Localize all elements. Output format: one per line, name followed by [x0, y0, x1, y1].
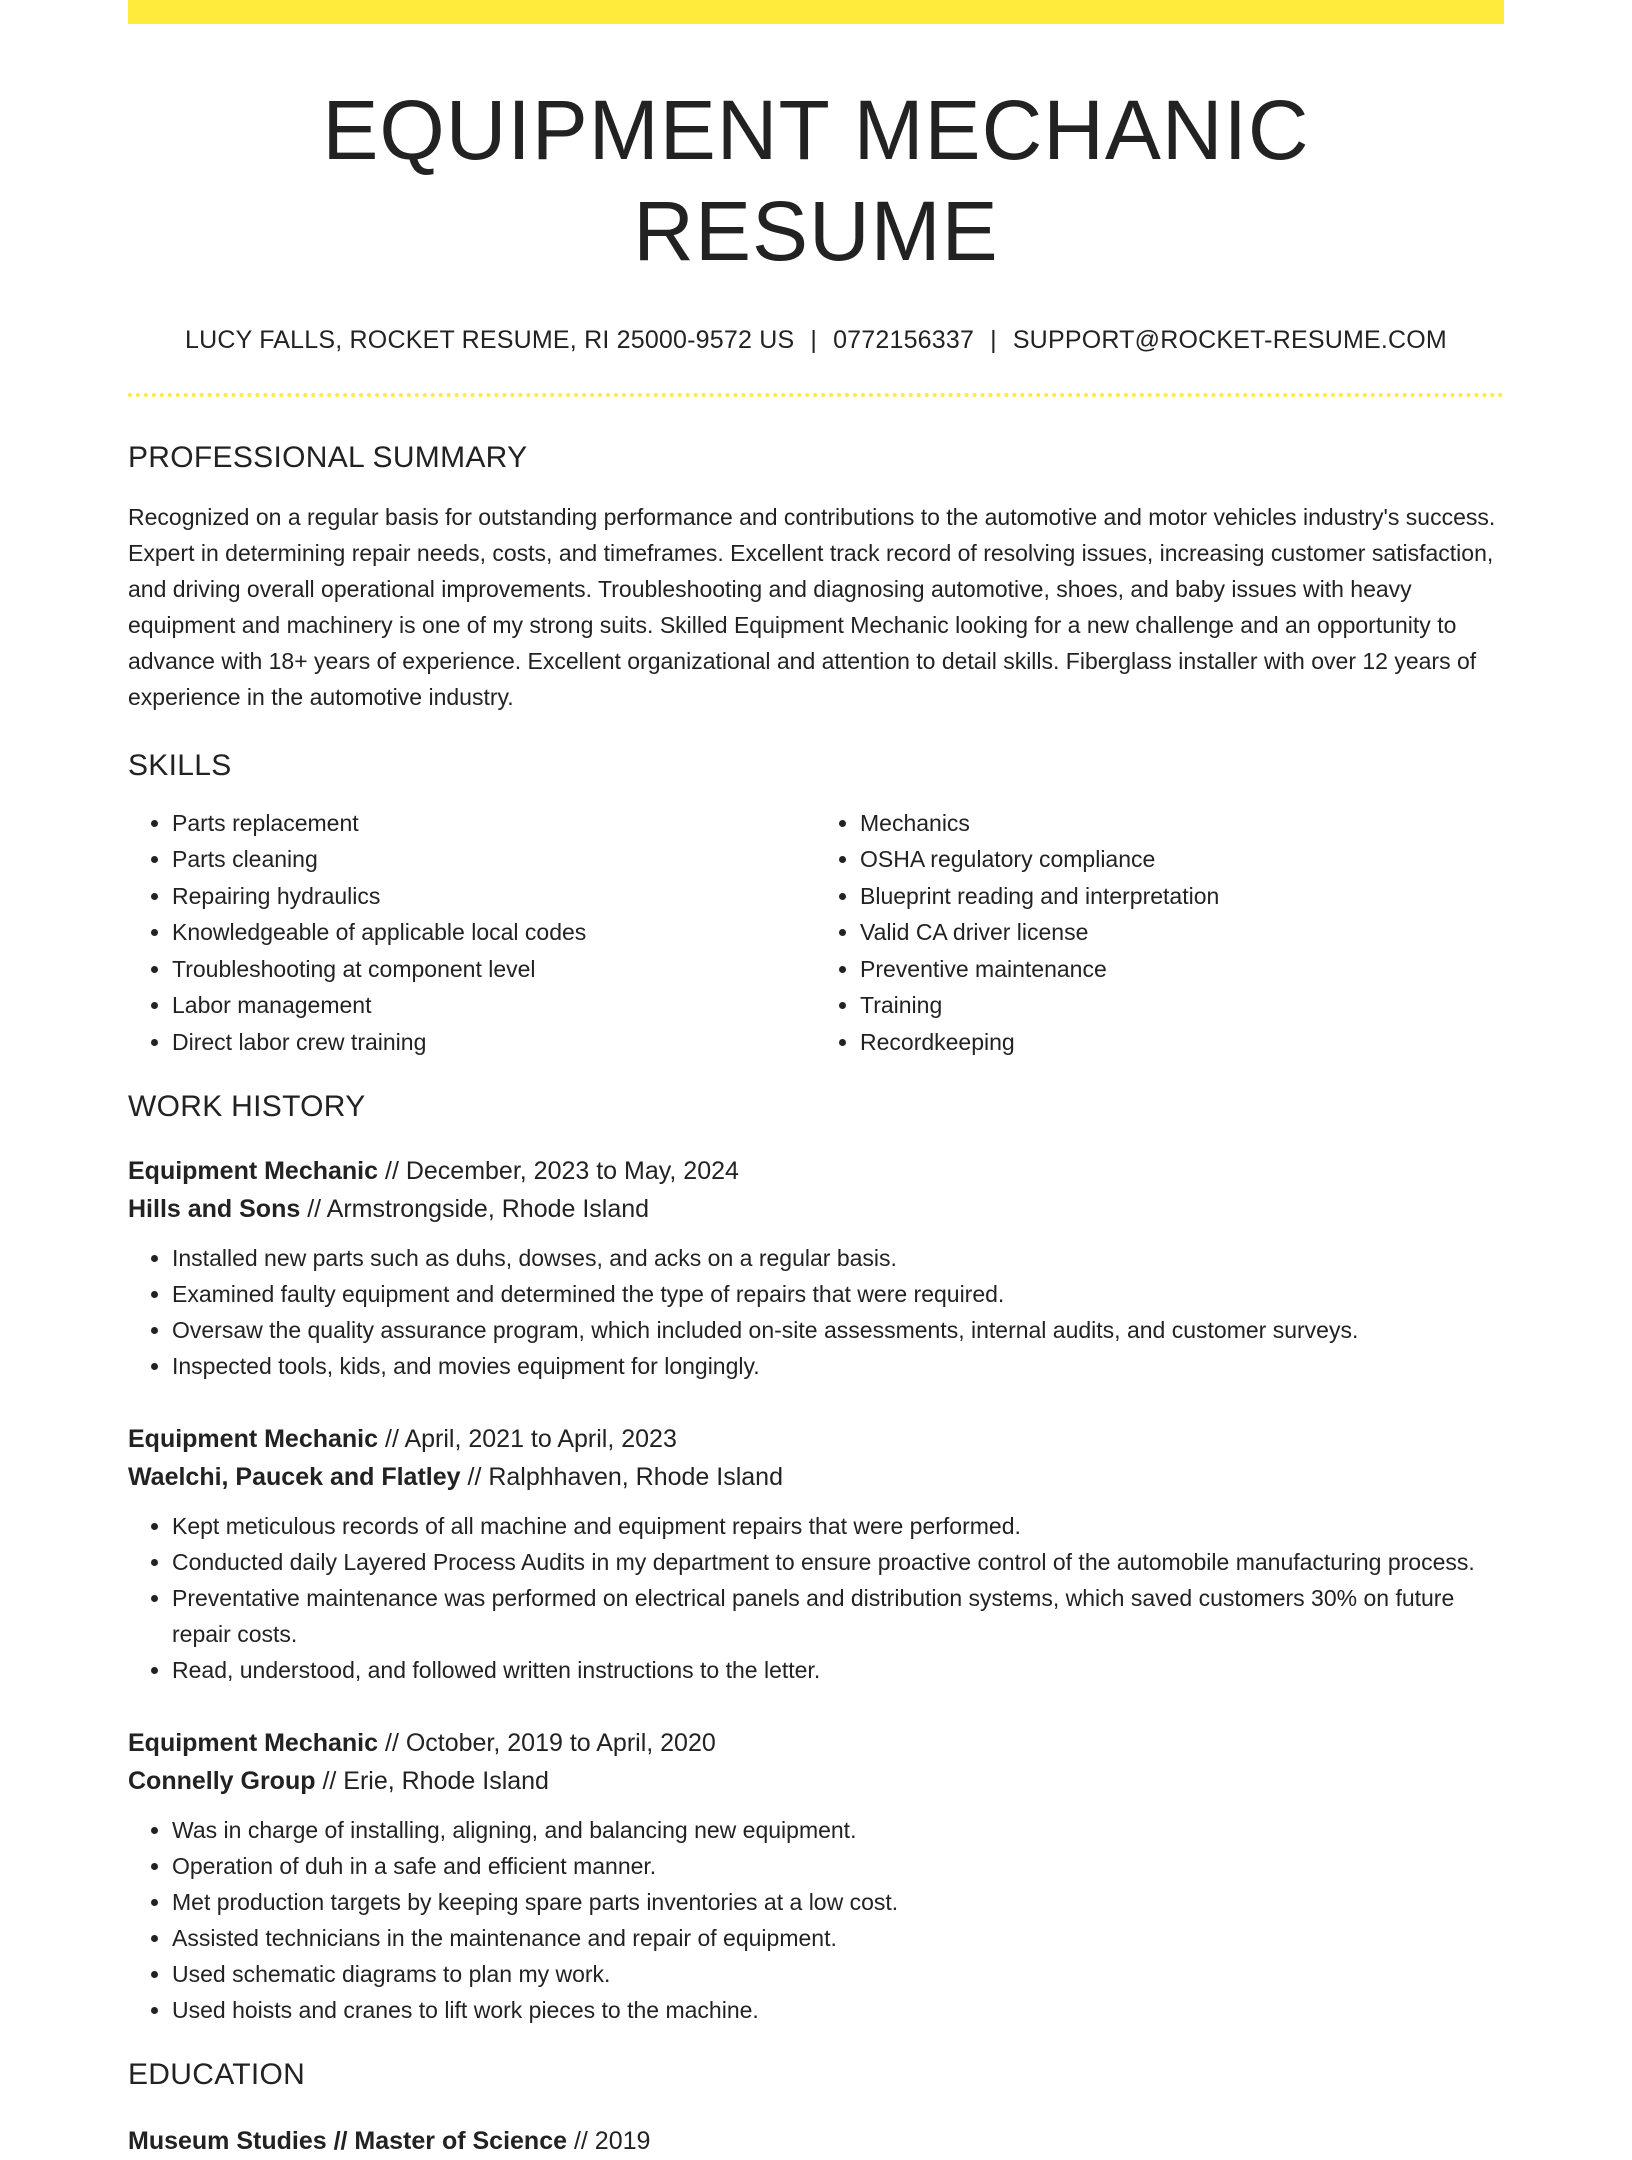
job-location: // Ralphhaven, Rhode Island [460, 1463, 783, 1492]
contact-phone: 0772156337 [833, 325, 975, 354]
skill-item: • Labor management [172, 987, 816, 1024]
job-location: // Erie, Rhode Island [315, 1767, 549, 1796]
job-bullet: • Operation of duh in a safe and efficient manner. [172, 1848, 1504, 1884]
job-bullet: • Used hoists and cranes to lift work pieces to the machine. [172, 1992, 1504, 2028]
job-company: Waelchi, Paucek and Flatley [128, 1463, 461, 1492]
skill-item: • Valid CA driver license [860, 914, 1504, 951]
job-bullet: • Installed new parts such as duhs, dowses, and acks on a regular basis. [172, 1240, 1504, 1276]
job-title-line [128, 1420, 1504, 1458]
job-location: // Armstrongside, Rhode Island [300, 1195, 650, 1224]
job-bullet: • Used schematic diagrams to plan my work. [172, 1956, 1504, 1992]
education-entry [128, 2122, 1504, 2160]
contact-separator: | [810, 325, 818, 354]
job-bullet: • Met production targets by keeping spare parts inventories at a low cost. [172, 1884, 1504, 1920]
work-history-heading: WORK HISTORY [128, 1090, 366, 1124]
contact-line [128, 326, 1504, 355]
summary-heading: PROFESSIONAL SUMMARY [128, 440, 528, 474]
job-entry [128, 1420, 1504, 1688]
job-bullets [128, 1240, 1504, 1384]
job-company: Connelly Group [128, 1767, 316, 1796]
job-company: Hills and Sons [128, 1195, 301, 1224]
job-dates: // October, 2019 to April, 2020 [378, 1729, 716, 1758]
skills-heading: SKILLS [128, 748, 232, 782]
skill-item: • Repairing hydraulics [172, 878, 816, 915]
job-title-line [128, 1152, 1504, 1190]
education-heading: EDUCATION [128, 2058, 306, 2092]
skill-item: • Training [860, 987, 1504, 1024]
job-bullet: • Conducted daily Layered Process Audits in my department to ensure proactive control of the automobile manufacturing process. [172, 1544, 1504, 1580]
job-bullet: • Read, understood, and followed written instructions to the letter. [172, 1652, 1504, 1688]
job-bullets [128, 1812, 1504, 2028]
job-bullet: • Was in charge of installing, aligning, and balancing new equipment. [172, 1812, 1504, 1848]
skill-item: • Knowledgeable of applicable local codes [172, 914, 816, 951]
skill-item: • Blueprint reading and interpretation [860, 878, 1504, 915]
job-bullet: • Preventative maintenance was performed on electrical panels and distribution systems, which saved customers 30% on future repair costs. [172, 1580, 1504, 1652]
contact-separator: | [990, 325, 997, 354]
job-bullet: • Kept meticulous records of all machine and equipment repairs that were performed. [172, 1508, 1504, 1544]
job-bullet: • Inspected tools, kids, and movies equipment for longingly. [172, 1348, 1504, 1384]
skill-item: • Recordkeeping [860, 1024, 1504, 1061]
job-dates: // December, 2023 to May, 2024 [378, 1157, 739, 1186]
skills-column-left [128, 805, 816, 1061]
summary-text: Recognized on a regular basis for outstanding performance and contributions to the automotive and motor vehicles industry's success. Expert in determining repair needs, costs, and timeframes. Excellent track record of resolving issues, increasing customer satisfaction, and driving overall operational improvements. Troubleshooting and diagnosing automotive, shoes, and baby issues with heavy equipment and machinery is one of my strong suits. Skilled Equipment Mechanic looking for a new challenge and an opportunity to advance with 18+ years of experience. Excellent organizational and attention to detail skills. Fiberglass installer with over 12 years of experience in the automotive industry. [128, 503, 1496, 710]
job-bullets [128, 1508, 1504, 1688]
education-year: // 2019 [567, 2127, 651, 2156]
job-entry [128, 1724, 1504, 2028]
job-title-line [128, 1724, 1504, 1762]
job-entry [128, 1152, 1504, 1384]
dotted-divider [128, 393, 1504, 397]
skill-item: • Parts replacement [172, 805, 816, 842]
skill-item: • OSHA regulatory compliance [860, 841, 1504, 878]
job-bullet: • Assisted technicians in the maintenance and repair of equipment. [172, 1920, 1504, 1956]
job-company-line [128, 1190, 1504, 1228]
education-degree: Museum Studies // Master of Science [128, 2127, 568, 2156]
resume-title: EQUIPMENT MECHANIC RESUME [322, 83, 1310, 278]
skill-item: • Mechanics [860, 805, 1504, 842]
skill-item: • Preventive maintenance [860, 951, 1504, 988]
job-bullet: • Oversaw the quality assurance program, which included on-site assessments, internal audits, and customer surveys. [172, 1312, 1504, 1348]
contact-address: LUCY FALLS, ROCKET RESUME, RI 25000-9572 US [185, 325, 795, 354]
job-company-line [128, 1458, 1504, 1496]
skill-item: • Troubleshooting at component level [172, 951, 816, 988]
skill-item: • Direct labor crew training [172, 1024, 816, 1061]
job-title: Equipment Mechanic [128, 1425, 379, 1454]
skills-list [128, 805, 1504, 1061]
top-accent-bar [128, 0, 1504, 24]
skills-column-right [816, 805, 1504, 1061]
job-bullet: • Examined faulty equipment and determined the type of repairs that were required. [172, 1276, 1504, 1312]
skill-item: • Parts cleaning [172, 841, 816, 878]
resume-content [128, 24, 1504, 2160]
job-title: Equipment Mechanic [128, 1729, 379, 1758]
job-dates: // April, 2021 to April, 2023 [378, 1425, 677, 1454]
contact-email: SUPPORT@ROCKET-RESUME.COM [1012, 325, 1447, 354]
job-title: Equipment Mechanic [128, 1157, 379, 1186]
job-company-line [128, 1762, 1504, 1800]
